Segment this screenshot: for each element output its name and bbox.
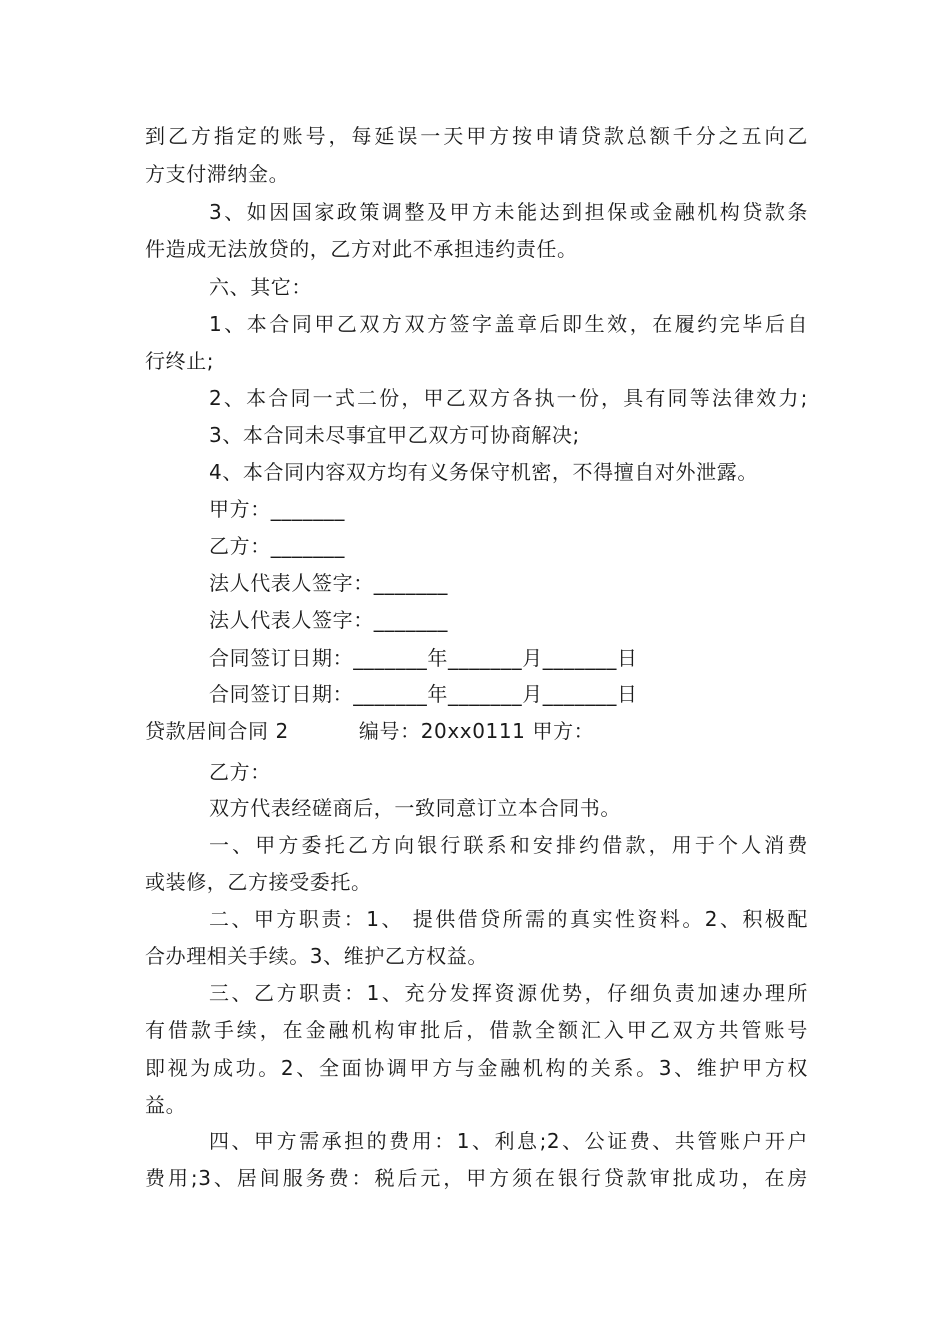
text-line: 方支付滞纳金。 <box>145 162 290 186</box>
text-line: 2、本合同一式二份，甲乙双方各执一份，具有同等法律效力; <box>209 386 808 410</box>
section-heading: 六、其它： <box>209 275 312 299</box>
text-line: 合办理相关手续。3、维护乙方权益。 <box>145 944 488 968</box>
contract-title-line <box>145 718 594 744</box>
contract-number: 编号：20xx0111 甲方： <box>358 719 595 743</box>
text-line: 一、甲方委托乙方向银行联系和安排约借款，用于个人消费 <box>209 833 808 857</box>
legal-rep-signature-line: 法人代表人签字：_______ <box>209 571 448 595</box>
party-b-signature-line: 乙方：_______ <box>209 534 345 558</box>
text-line: 有借款手续，在金融机构审批后，借款全额汇入甲乙双方共管账号 <box>145 1018 808 1042</box>
text-line: 3、本合同未尽事宜甲乙双方可协商解决; <box>209 423 580 447</box>
signing-date-line: 合同签订日期：_______年_______月_______日 <box>209 646 638 670</box>
text-line: 到乙方指定的账号，每延误一天甲方按申请贷款总额千分之五向乙 <box>145 124 808 148</box>
legal-rep-signature-line: 法人代表人签字：_______ <box>209 608 448 632</box>
text-line: 1、本合同甲乙双方双方签字盖章后即生效，在履约完毕后自 <box>209 312 808 336</box>
text-line: 乙方： <box>209 760 271 784</box>
party-a-signature-line: 甲方：_______ <box>209 497 345 521</box>
text-line: 双方代表经磋商后，一致同意订立本合同书。 <box>209 796 621 820</box>
text-line: 即视为成功。2、全面协调甲方与金融机构的关系。3、维护甲方权 <box>145 1056 808 1080</box>
text-line: 件造成无法放贷的，乙方对此不承担违约责任。 <box>145 237 578 261</box>
signing-date-line: 合同签订日期：_______年_______月_______日 <box>209 682 638 706</box>
text-line: 或装修，乙方接受委托。 <box>145 870 372 894</box>
text-line: 行终止; <box>145 349 215 373</box>
text-line: 4、本合同内容双方均有义务保守机密，不得擅自对外泄露。 <box>209 460 758 484</box>
contract-title: 贷款居间合同 2 <box>145 719 289 743</box>
text-line: 二、甲方职责：1、 提供借贷所需的真实性资料。2、积极配 <box>209 907 808 931</box>
text-line: 四、甲方需承担的费用：1、利息;2、公证费、共管账户开户 <box>209 1129 808 1153</box>
text-line: 3、如因国家政策调整及甲方未能达到担保或金融机构贷款条 <box>209 200 808 224</box>
text-line: 益。 <box>145 1093 187 1117</box>
text-line: 三、乙方职责：1、充分发挥资源优势，仔细负责加速办理所 <box>209 981 808 1005</box>
text-line: 费用;3、居间服务费：税后元，甲方须在银行贷款审批成功，在房 <box>145 1166 808 1190</box>
